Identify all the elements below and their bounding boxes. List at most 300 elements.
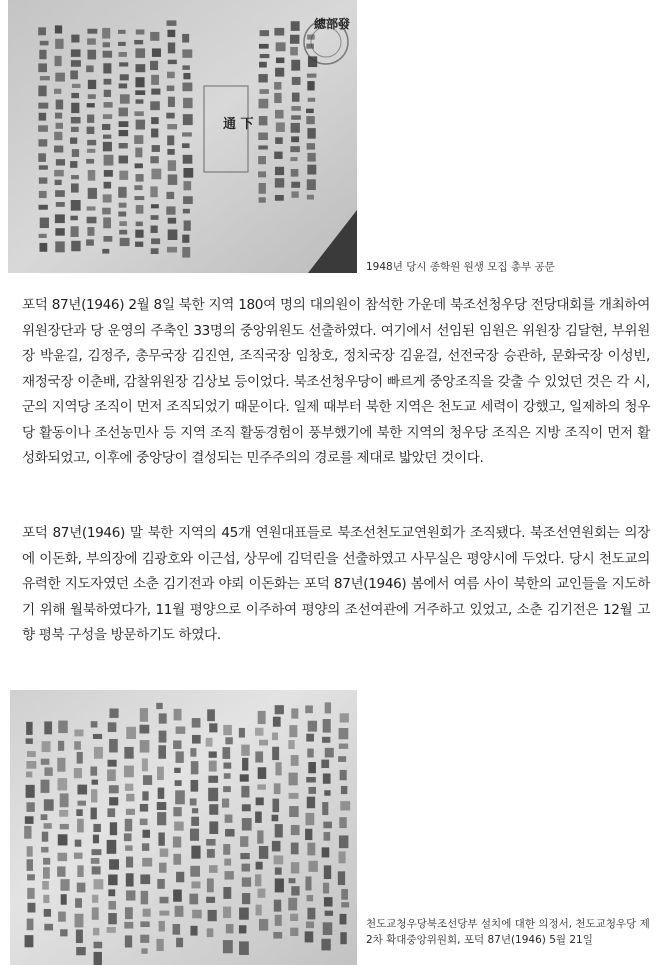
handwriting-stroke xyxy=(275,824,283,837)
handwriting-stroke xyxy=(77,865,83,877)
handwriting-stroke xyxy=(288,898,297,911)
handwriting-stroke xyxy=(275,915,282,926)
handwriting-stroke xyxy=(207,849,215,858)
handwriting-stroke xyxy=(25,816,34,824)
handwriting-stroke xyxy=(108,722,117,732)
print-stroke xyxy=(183,155,193,164)
handwriting-stroke xyxy=(94,952,102,965)
document-photo-art xyxy=(8,0,357,273)
handwriting-stroke xyxy=(190,829,199,841)
handwriting-stroke xyxy=(257,784,266,789)
print-stroke xyxy=(307,74,316,78)
print-stroke xyxy=(150,32,159,41)
print-stroke xyxy=(135,163,143,168)
print-stroke xyxy=(104,79,112,85)
handwriting-stroke xyxy=(306,777,316,782)
handwriting-stroke xyxy=(192,735,201,744)
print-stroke xyxy=(183,168,193,178)
print-stroke xyxy=(259,183,266,194)
handwriting-stroke xyxy=(191,761,199,774)
figure1-caption: 1948년 당시 종학원 원생 모집 총부 공문 xyxy=(366,261,555,273)
handwriting-stroke xyxy=(108,760,117,767)
print-stroke xyxy=(134,185,142,190)
handwriting-stroke xyxy=(59,810,68,817)
print-stroke xyxy=(151,129,158,138)
handwriting-stroke xyxy=(240,774,249,781)
handwriting-stroke xyxy=(74,853,83,859)
print-stroke xyxy=(40,76,50,80)
handwriting-stroke xyxy=(339,744,348,749)
handwriting-stroke xyxy=(160,849,169,857)
handwriting-stroke xyxy=(190,866,200,877)
print-stroke xyxy=(86,159,94,164)
handwriting-stroke xyxy=(272,815,279,822)
print-stroke xyxy=(258,74,267,82)
handwriting-stroke xyxy=(109,859,119,869)
handwriting-stroke xyxy=(322,802,328,815)
print-stroke xyxy=(38,63,47,72)
print-stroke xyxy=(38,27,46,35)
print-stroke xyxy=(38,139,47,146)
handwriting-stroke xyxy=(108,913,117,924)
print-stroke xyxy=(87,206,96,210)
handwriting-stroke xyxy=(93,734,102,739)
print-stroke xyxy=(152,48,161,56)
handwriting-stroke xyxy=(25,935,34,947)
print-stroke xyxy=(276,42,286,51)
print-stroke xyxy=(70,216,77,221)
print-stroke xyxy=(71,35,79,43)
handwriting-stroke xyxy=(306,813,315,825)
handwriting-stroke xyxy=(26,761,36,769)
handwriting-stroke xyxy=(339,728,349,739)
handwriting-stroke xyxy=(224,859,231,866)
print-stroke xyxy=(38,153,46,162)
print-stroke xyxy=(291,60,300,71)
print-stroke xyxy=(167,135,174,145)
handwriting-stroke xyxy=(159,713,167,723)
print-stroke xyxy=(276,122,285,132)
print-stroke xyxy=(182,83,192,92)
handwriting-stroke xyxy=(321,939,330,951)
handwriting-stroke xyxy=(92,895,98,903)
print-stroke xyxy=(103,217,111,228)
handwriting-stroke xyxy=(341,889,348,900)
handwriting-stroke xyxy=(44,909,51,917)
handwriting-stroke xyxy=(307,749,313,758)
print-stroke xyxy=(182,34,189,43)
print-stroke xyxy=(134,111,143,116)
handwriting-stroke xyxy=(207,928,214,937)
handwriting-stroke xyxy=(140,740,150,752)
handwriting-stroke xyxy=(27,859,33,871)
print-stroke xyxy=(39,177,47,183)
print-stroke xyxy=(307,153,315,162)
handwriting-stroke xyxy=(93,835,99,844)
handwriting-stroke xyxy=(325,911,333,916)
handwriting-stroke xyxy=(257,830,263,843)
handwriting-stroke xyxy=(190,798,197,805)
print-stroke xyxy=(260,54,270,58)
handwriting-stroke xyxy=(58,912,66,922)
print-stroke xyxy=(290,146,300,152)
print-stroke xyxy=(184,220,191,230)
handwriting-stroke xyxy=(191,780,199,792)
handwriting-stroke xyxy=(26,772,32,778)
handwriting-stroke xyxy=(157,812,166,825)
handwriting-stroke xyxy=(322,847,330,857)
handwriting-stroke xyxy=(126,794,134,802)
handwriting-stroke xyxy=(26,722,32,735)
print-stroke xyxy=(72,84,81,88)
print-stroke xyxy=(150,61,158,70)
document-photo xyxy=(8,0,357,273)
handwriting-stroke xyxy=(291,825,300,835)
handwriting-stroke xyxy=(142,758,148,771)
handwriting-stroke xyxy=(125,819,132,832)
body-paragraph-2: 포덕 87년(1946) 말 북한 지역의 45개 연원대표들로 북조선천도교연원회가 조직됐다. 북조선연원회는 의장에 이돈화, 부의장에 김광호와 이근섭, 상무에 김덕린을 선출하였고 사무실은 평양시에 두었다. 당시 천도교의 유력한 지도자였던 소춘 김기전과 야뢰 이돈화는 포덕 87년(1946) 봄에서 여름 사이 북한의 교인들을 지도하기 위해 월북하였다가, 11월 평양으로 이주하여 평양의 조선여관에 거주하고 있었고, 소춘 김기전은 12월 고향 평북 구성을 방문하기도 하였다. xyxy=(22,525,650,643)
print-stroke xyxy=(135,48,145,58)
print-stroke xyxy=(71,200,81,211)
print-stroke xyxy=(275,167,284,175)
handwriting-stroke xyxy=(126,890,135,900)
handwriting-stroke xyxy=(126,873,134,886)
handwriting-stroke xyxy=(173,740,181,748)
handwriting-stroke xyxy=(307,797,315,809)
print-stroke xyxy=(291,115,301,119)
print-stroke xyxy=(104,170,113,177)
print-stroke xyxy=(183,209,190,214)
handwriting-stroke xyxy=(94,879,104,889)
handwriting-stroke xyxy=(158,788,165,799)
print-stroke xyxy=(307,81,314,90)
print-stroke xyxy=(275,137,283,144)
print-stroke xyxy=(151,226,158,233)
print-stroke xyxy=(55,25,62,33)
print-stroke xyxy=(259,99,269,109)
handwriting-stroke xyxy=(91,789,97,802)
handwriting-stroke xyxy=(44,799,54,810)
handwriting-stroke xyxy=(272,841,281,852)
print-stroke xyxy=(120,74,129,80)
print-stroke xyxy=(259,197,266,202)
handwriting-stroke xyxy=(275,867,282,874)
print-stroke xyxy=(307,35,315,40)
print-stroke xyxy=(87,217,97,224)
handwriting-stroke xyxy=(27,846,33,856)
handwriting-stroke xyxy=(57,866,65,876)
handwriting-stroke xyxy=(240,836,248,847)
handwriting-stroke xyxy=(92,907,99,919)
print-stroke xyxy=(103,42,110,47)
print-stroke xyxy=(136,174,144,182)
print-stroke xyxy=(54,146,63,153)
print-stroke xyxy=(87,103,95,107)
handwriting-stroke xyxy=(307,908,315,920)
handwriting-stroke xyxy=(173,807,181,816)
print-stroke xyxy=(136,222,143,227)
print-stroke xyxy=(183,114,193,125)
handwriting-stroke xyxy=(206,897,215,903)
print-stroke xyxy=(306,44,314,49)
print-stroke xyxy=(70,161,77,168)
print-stroke xyxy=(104,90,111,97)
print-stroke xyxy=(291,123,300,133)
handwriting-stroke xyxy=(209,821,218,834)
handwriting-stroke xyxy=(140,804,148,812)
handwriting-stroke xyxy=(223,786,231,792)
handwriting-stroke xyxy=(107,808,115,817)
handwriting-stroke xyxy=(109,739,118,753)
handwriting-stroke xyxy=(94,942,103,949)
handwriting-stroke xyxy=(323,773,331,783)
handwriting-stroke xyxy=(26,785,35,798)
handwriting-stroke xyxy=(306,734,314,742)
print-stroke xyxy=(168,160,176,171)
print-stroke xyxy=(166,206,175,214)
print-stroke xyxy=(102,28,110,39)
handwriting-stroke xyxy=(58,741,64,751)
handwriting-stroke xyxy=(175,906,184,917)
print-stroke xyxy=(291,169,299,177)
print-stroke xyxy=(135,77,144,87)
handwriting-stroke xyxy=(77,819,84,833)
handwriting-stroke xyxy=(305,705,313,713)
print-stroke xyxy=(275,178,284,187)
print-stroke xyxy=(152,145,160,152)
print-stroke xyxy=(103,142,112,152)
handwriting-stroke xyxy=(125,907,133,919)
handwriting-stroke xyxy=(176,727,186,734)
handwriting-stroke xyxy=(209,723,217,732)
print-stroke xyxy=(87,38,96,44)
handwriting-stroke xyxy=(274,855,284,864)
print-stroke xyxy=(119,52,127,57)
handwriting-stroke xyxy=(58,778,68,790)
print-stroke xyxy=(291,191,298,197)
print-stroke xyxy=(120,94,130,103)
handwriting-stroke xyxy=(92,780,98,785)
print-stroke xyxy=(168,97,175,107)
print-stroke xyxy=(71,103,79,113)
print-stroke xyxy=(306,116,314,124)
print-stroke xyxy=(290,47,298,55)
handwriting-stroke xyxy=(341,902,349,907)
print-stroke xyxy=(183,98,193,108)
handwriting-stroke xyxy=(157,879,164,889)
handwriting-stroke xyxy=(124,766,134,778)
print-stroke xyxy=(151,75,159,85)
print-stroke xyxy=(71,183,79,192)
handwriting-stroke xyxy=(140,935,149,943)
print-stroke xyxy=(118,212,126,217)
print-stroke xyxy=(308,56,317,67)
print-stroke xyxy=(86,66,93,73)
handwriting-stroke xyxy=(325,748,334,758)
handwriting-stroke xyxy=(291,862,299,873)
handwriting-stroke xyxy=(241,745,250,756)
print-stroke xyxy=(71,241,80,251)
print-stroke xyxy=(40,41,49,46)
print-stroke xyxy=(183,181,191,190)
print-stroke xyxy=(292,77,301,85)
handwriting-stroke xyxy=(338,756,346,762)
handwriting-stroke xyxy=(323,922,333,935)
handwriting-stroke xyxy=(77,752,83,764)
handwriting-stroke xyxy=(305,876,311,890)
body-paragraph-1: 포덕 87년(1946) 2월 8일 북한 지역 180여 명의 대의원이 참석한 가운데 북조선청우당 전당대회를 개최하여 위원장단과 당 운영의 주축인 33명의 중앙위원도 선출하였다. 여기에서 선임된 임원은 위원장 김달현, 부위원장 박윤길, 김정주, 총무국장 김진연, 조직국장 임창호, 정치국장 김윤걸, 선전국장 승관하, 문화국장 이성빈, 재정국장 이춘배, 감찰위원장 김상보 등이었다. 북조선청우당이 빠르게 중앙조직을 갖출 수 있었던 것은 각 시, 군의 지역당 조직이 먼저 조직되었기 때문이다. 일제 때부터 북한 지역은 천도교 세력이 강했고, 일제하의 청우당 활동이나 조선농민사 등 지역 조직 활동경험이 풍부했기에 북한 지역의 청우당 조직은 지방 조직이 먼저 활성화되었고, 이후에 중앙당이 결성되는 민주주의의 경로를 제대로 밟았던 것이다. xyxy=(22,297,650,466)
print-stroke xyxy=(119,130,128,136)
print-stroke xyxy=(182,49,192,57)
handwriting-stroke xyxy=(224,773,231,779)
handwriting-stroke xyxy=(289,773,298,786)
print-stroke xyxy=(290,35,299,44)
print-stroke xyxy=(103,135,111,139)
handwriting-stroke xyxy=(91,808,97,820)
handwriting-stroke xyxy=(308,721,317,732)
handwriting-stroke xyxy=(225,829,234,837)
handwriting-stroke xyxy=(42,881,49,890)
print-stroke xyxy=(86,239,94,245)
print-stroke xyxy=(54,170,64,177)
handwriting-stroke xyxy=(60,929,67,936)
print-stroke xyxy=(167,124,177,129)
print-stroke xyxy=(167,247,177,253)
handwriting-stroke xyxy=(75,840,82,847)
handwriting-stroke xyxy=(176,751,184,762)
handwriting-stroke xyxy=(175,780,182,786)
print-stroke xyxy=(103,51,112,58)
print-stroke xyxy=(120,238,130,246)
handwriting-stroke xyxy=(159,897,168,904)
print-stroke xyxy=(151,238,160,244)
handwriting-stroke xyxy=(74,768,82,778)
print-stroke xyxy=(275,110,284,119)
handwriting-stroke xyxy=(223,844,230,855)
print-stroke xyxy=(56,202,65,207)
handwriting-stroke xyxy=(27,919,34,931)
handwriting-stroke xyxy=(44,924,53,931)
handwriting-stroke xyxy=(223,763,231,769)
print-stroke xyxy=(39,243,47,252)
handwriting-stroke xyxy=(289,806,299,817)
handwriting-stroke xyxy=(61,894,67,905)
print-stroke xyxy=(39,191,47,198)
handwriting-stroke xyxy=(60,879,69,891)
handwriting-stroke xyxy=(42,741,51,752)
handwriting-stroke xyxy=(173,924,180,935)
handwriting-stroke xyxy=(258,767,267,779)
handwriting-stroke xyxy=(272,799,279,813)
print-stroke xyxy=(119,62,128,66)
handwriting-stroke xyxy=(206,839,215,846)
handwriting-stroke xyxy=(125,935,132,947)
handwriting-stroke xyxy=(75,898,82,907)
print-stroke xyxy=(103,236,112,242)
print-stroke xyxy=(55,180,62,185)
handwriting-stroke xyxy=(272,747,279,760)
handwriting-stroke xyxy=(192,808,198,813)
print-stroke xyxy=(88,188,97,199)
handwriting-stroke xyxy=(191,881,200,888)
handwriting-stroke xyxy=(60,824,69,829)
print-stroke xyxy=(292,93,300,102)
print-stroke xyxy=(274,82,281,90)
print-stroke xyxy=(71,60,81,67)
handwriting-stroke xyxy=(108,901,116,910)
print-stroke xyxy=(168,218,176,224)
print-stroke xyxy=(151,215,159,220)
handwriting-stroke xyxy=(44,823,52,829)
handwriting-stroke xyxy=(289,793,299,799)
handwriting-stroke xyxy=(190,748,196,757)
handwriting-stroke xyxy=(108,889,115,896)
handwriting-stroke xyxy=(275,878,284,892)
handwriting-stroke xyxy=(126,809,135,815)
handwriting-stroke xyxy=(208,776,218,783)
handwriting-stroke xyxy=(256,862,263,870)
print-stroke xyxy=(150,186,157,197)
print-stroke xyxy=(104,102,113,108)
handwriting-stroke xyxy=(225,871,234,879)
handwriting-stroke xyxy=(141,891,148,905)
handwriting-stroke xyxy=(109,709,118,718)
handwriting-stroke xyxy=(126,727,136,739)
print-stroke xyxy=(55,214,65,223)
print-stroke xyxy=(275,195,284,201)
print-stroke xyxy=(307,143,315,149)
print-stroke xyxy=(119,156,128,164)
print-stroke xyxy=(167,20,177,25)
handwriting-stroke xyxy=(325,702,331,713)
print-stroke xyxy=(72,149,79,157)
print-stroke xyxy=(183,73,190,79)
document-header: 總部發 xyxy=(314,17,351,31)
handwriting-stroke xyxy=(240,853,249,859)
handwriting-stroke xyxy=(44,721,52,734)
handwriting-stroke xyxy=(93,928,99,936)
handwriting-stroke xyxy=(324,865,331,879)
print-stroke xyxy=(167,72,175,78)
handwriting-stroke xyxy=(242,893,250,904)
handwriting-stroke xyxy=(142,791,148,800)
print-stroke xyxy=(274,152,282,159)
handwriting-stroke xyxy=(274,783,281,794)
print-stroke xyxy=(119,203,127,208)
print-stroke xyxy=(103,63,111,73)
handwriting-stroke xyxy=(58,721,68,734)
print-stroke xyxy=(258,156,266,164)
handwriting-stroke xyxy=(140,708,148,722)
handwriting-stroke xyxy=(91,849,101,855)
handwriting-stroke xyxy=(91,721,98,727)
handwriting-stroke xyxy=(275,705,284,714)
handwriting-stroke xyxy=(43,858,50,865)
print-stroke xyxy=(307,165,316,175)
print-stroke xyxy=(87,127,95,134)
handwriting-stroke xyxy=(159,731,167,743)
handwriting-stroke xyxy=(242,758,248,771)
handwriting-stroke xyxy=(258,711,266,724)
handwriting-stroke xyxy=(258,889,266,898)
handwriting-stroke xyxy=(340,770,347,780)
handwriting-stroke xyxy=(239,925,247,933)
print-stroke xyxy=(39,113,46,121)
handwriting-stroke xyxy=(308,762,316,773)
handwriting-stroke xyxy=(291,886,299,895)
print-stroke xyxy=(88,170,96,181)
handwriting-stroke xyxy=(157,802,167,810)
